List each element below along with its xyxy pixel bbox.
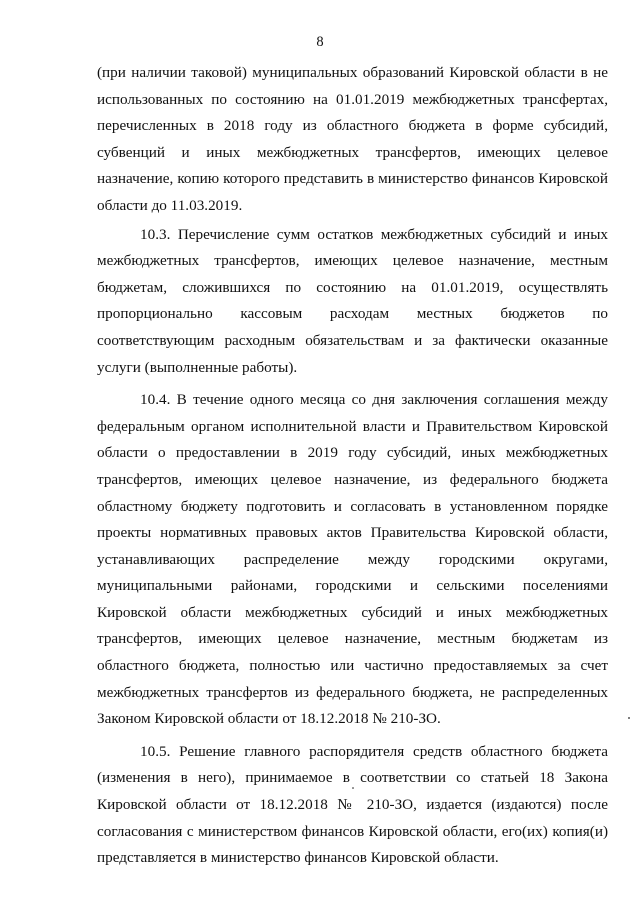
paragraph-10-4: 10.4. В течение одного месяца со дня заключения соглашения между федеральным органом исполнительной власти и Правительством Кировской области о предоставлении в 2019 году субсидий, иных межбюджетных трансфертов, имеющих целевое назначение, из федерального бюджета областному бюджету подготовить и согласовать в установленном порядке проекты нормативных правовых актов Правительства Кировской области, устанавливающих распределение между городскими округами, муниципальными районами, городскими и сельскими поселениями Кировской области межбюджетных субсидий и иных межбюджетных трансфертов, имеющих целевое назначение, местным бюджетам из областного бюджета, полностью или частично предоставляемых за счет межбюджетных трансфертов из федерального бюджета, не распределенных Законом Кировской области от 18.12.2018 № 210-ЗО. bbox=[97, 391, 608, 728]
scan-artifact-dot bbox=[352, 787, 354, 789]
document-body bbox=[97, 60, 608, 872]
scan-artifact-dot bbox=[628, 717, 630, 719]
page-number: 8 bbox=[316, 34, 324, 50]
paragraph-10-5: 10.5. Решение главного распорядителя средств областного бюджета (изменения в него), принимаемое в соответствии со статьей 18 Закона Кировской области от 18.12.2018 № 210-ЗО, издается (издаются) после согласования с министерством финансов Кировской области, его(их) копия(и) представляется в министерство финансов Кировской области. bbox=[97, 742, 608, 867]
paragraph-10-3: 10.3. Перечисление сумм остатков межбюджетных субсидий и иных межбюджетных трансфертов, имеющих целевое назначение, местным бюджетам, сложившихся по состоянию на 01.01.2019, осуществлять пропорционально кассовым расходам местных бюджетов по соответствующим расходным обязательствам и за фактически оказанные услуги (выполненные работы). bbox=[97, 225, 608, 376]
paragraph-continuation: (при наличии таковой) муниципальных образований Кировской области в не использованных по состоянию на 01.01.2019 межбюджетных трансфертах, перечисленных в 2018 году из областного бюджета в форме субсидий, субвенций и иных межбюджетных трансфертов, имеющих целевое назначение, копию которого представить в министерство финансов Кировской области до 11.03.2019. bbox=[97, 64, 608, 214]
